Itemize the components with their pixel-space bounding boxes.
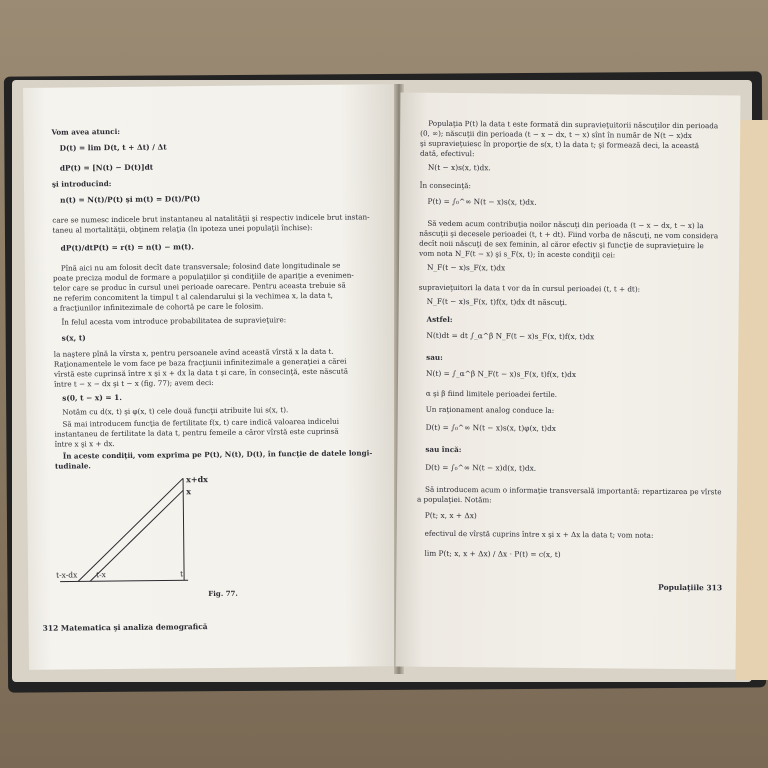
text-line: şi supravieţuiesc în proporţie de s(x, t) la data t; şi formează deci, la această [420, 138, 700, 151]
text-line: ne referim concomitent la timpul t al calendarului şi la vechimea x, la data t, [53, 290, 333, 303]
label-t-x: t-x [96, 570, 106, 580]
text-line: între x şi x + dx. [54, 439, 115, 449]
equation: D(t) = ∫₀^∞ N(t − x)s(x, t)φ(x, t)dx [425, 422, 557, 433]
text-line: a fracţiunilor infinitezimale de cohortă pe care le folosim. [53, 301, 264, 313]
left-page [23, 84, 401, 670]
text-line: a populaţiei. Notăm: [416, 494, 492, 505]
figure-caption: Fig. 77. [208, 588, 238, 599]
equation: N(t)dt = dt ∫_α^β N_F(t − x)s_F(x, t)f(x, t)dx [426, 330, 595, 342]
text-line: vom nota N_F(t − x) şi s_F(x, t); în aceste condiţii cei: [419, 248, 616, 260]
label-t: t [180, 569, 184, 579]
text-line: între t − x − dx şi t − x (fig. 77); avem deci: [54, 377, 214, 389]
text-line: (0, ∞); născuţii din perioada (t − x − dx, t − x) sînt în număr de N(t − x)dx [420, 128, 692, 141]
text-line: Populaţia P(t) la data t este formată din supravieţuitorii născuţilor din perioada [428, 118, 719, 131]
text-line: efectivul de vîrstă cuprins între x şi x + Δx la data t; vom nota: [424, 528, 654, 540]
equation: N_F(t − x)s_F(x, t)dx [426, 262, 506, 273]
equation: P(t) = ∫₀^∞ N(t − x)s(x, t)dx. [427, 196, 537, 207]
equation: n(t) = N(t)/P(t) şi m(t) = D(t)/P(t) [60, 194, 201, 205]
text-line: Un raţionament analog conduce la: [425, 404, 555, 415]
t-vertical [183, 478, 184, 580]
equation: s(0, t − x) = 1. [62, 392, 122, 403]
text-line: În consecinţă: [419, 180, 471, 191]
lifeline-upper [89, 490, 184, 581]
text-line: poate preciza modul de formare a populaţiilor şi condiţiile de apariţie a evenimen- [52, 270, 354, 283]
lifeline-lower [77, 478, 184, 581]
text-line: instantaneu de fertilitate la data t, pentru femeile a căror vîrstă este cuprinsă [54, 426, 339, 439]
right-page [396, 93, 741, 670]
text-line: vîrstă este cuprinsă între x şi x + dx la data t şi care, în consecinţă, este născută [53, 366, 349, 379]
text-line: tudinale. [54, 461, 91, 471]
text-line: şi introducînd: [51, 179, 112, 189]
back-cover-edge [736, 120, 768, 680]
text-line: În aceste condiţii, vom exprima pe P(t), N(t), D(t), în funcţie de datele longi- [62, 448, 373, 461]
text-line: Astfel: [426, 314, 453, 324]
equation: D(t) = ∫₀^∞ N(t − x)d(x, t)dx. [425, 462, 537, 473]
text-line: Să vedem acum contribuţia noilor născuţi din perioada (t − x − dx, t − x) la [427, 218, 704, 231]
text-line: care se numesc indicele brut instantaneu al natalităţii şi respectiv indicele brut instan- [52, 212, 370, 225]
equation: N(t − x)s(x, t)dx. [427, 162, 491, 173]
equation: N_F(t − x)s_F(x, t)f(x, t)dx dt născuţi. [426, 296, 568, 307]
text-line: decît noii născuţi de sex feminin, al căror efectiv şi funcţie de supravieţuire le [419, 238, 704, 251]
page-footer-left: 312 Matematica şi analiza demografică [42, 622, 208, 633]
page-footer-right: Populaţiile 313 [658, 582, 723, 593]
text-line: Pînă aici nu am folosit decît date transversale; folosind date longitudinale se [60, 260, 341, 273]
equation: P(t; x, x + Δx) [424, 510, 477, 521]
text-line: supravieţuitori la data t vor da în cursul perioadei (t, t + dt): [418, 282, 641, 294]
text-line: α şi β fiind limitele perioadei fertile. [425, 388, 558, 399]
text-line: taneu al mortalităţii, obţinem relaţia (în ipoteza unei populaţii închise): [52, 222, 313, 235]
equation: N(t) = ∫_α^β N_F(t − x)s_F(x, t)f(x, t)dx [426, 368, 577, 380]
text-line: sau: [426, 352, 443, 362]
text-line: Vom avea atunci: [51, 126, 121, 137]
text-line: dată, efectivul: [419, 148, 475, 159]
text-line: sau încă: [425, 444, 462, 455]
text-line: Raţionamentele le vom face pe baza fracţiunii infinitezimale a generaţiei a cărei [53, 356, 347, 369]
text-line: telor care se produc în cursul unei perioade oarecare. Pentru aceasta trebuie să [53, 280, 346, 293]
figure-77-diagram [47, 469, 268, 611]
equation: s(x, t) [61, 333, 86, 343]
equation: lim P(t; x, x + Δx) / Δx · P(t) = c(x, t) [424, 548, 561, 559]
text-line: născuţii şi decesele perioadei (t, t + dt). Fiind vorba de născuţi, ne vom considera [419, 228, 719, 241]
label-t-x-dx: t-x-dx [56, 570, 78, 580]
text-line: În felul acesta vom introduce probabilitatea de supravieţuire: [61, 315, 287, 327]
equation: dP(t)/dtP(t) = r(t) = n(t) − m(t). [60, 242, 194, 253]
equation: D(t) = lim D(t, t + Δt) / Δt [59, 142, 167, 153]
text-line: Notăm cu d(x, t) şi φ(x, t) cele două funcţii atribuite lui s(x, t). [62, 405, 289, 417]
text-line: la naştere pînă la vîrsta x, pentru persoanele avînd această vîrstă x la data t. [53, 346, 334, 359]
label-x-plus-dx: x+dx [186, 474, 208, 485]
text-line: Să mai introducem funcţia de fertilitate f(x, t) care indică valoarea indicelui [62, 416, 340, 429]
label-x: x [186, 486, 192, 497]
text-line: Să introducem acum o informaţie transversală importantă: repartizarea pe vîrste [425, 484, 722, 497]
equation: dP(t) = [N(t) − D(t)]dt [59, 162, 154, 173]
